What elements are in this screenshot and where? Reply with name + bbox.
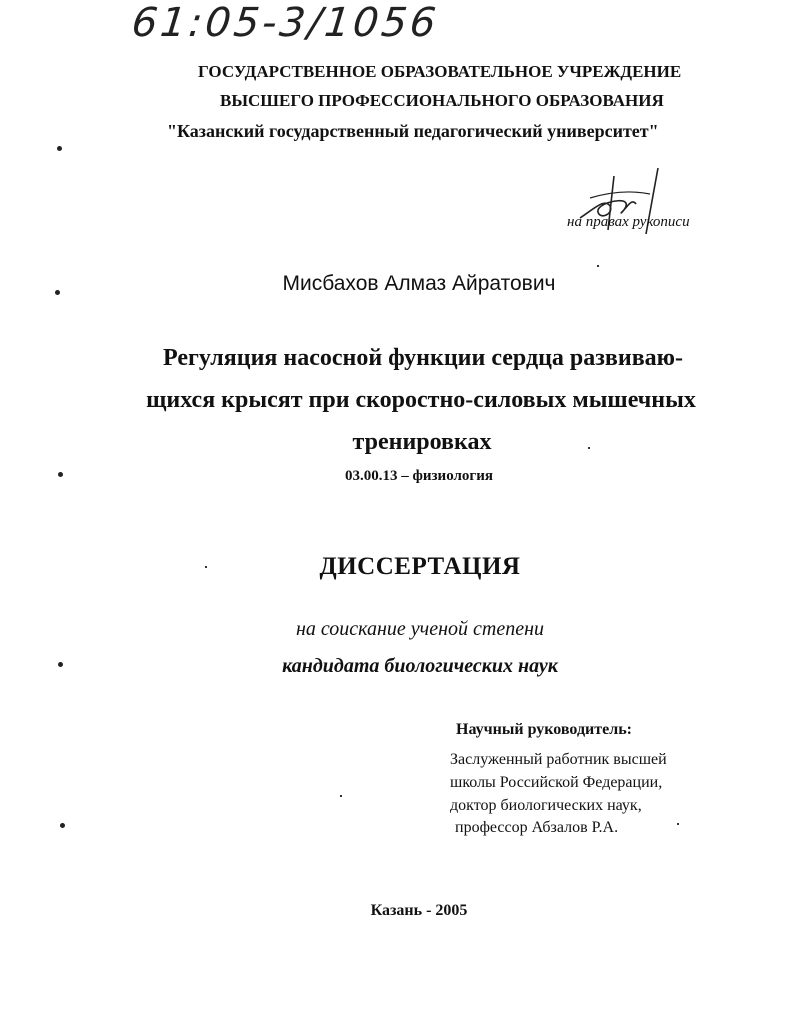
author-name: Мисбахов Алмаз Айратович [282,272,556,295]
supervisor-line-2: школы Российской Федерации, [450,774,663,791]
supervisor-line-4: профессор Абзалов Р.А. [455,819,619,836]
scan-speck [597,265,599,267]
institution-line-3: "Казанский государственный педагогический университет" [167,121,659,141]
handwritten-catalog-code: 61:05-3/1056 [129,0,441,46]
title-line-1: Регуляция насосной функции сердца развиваю- [163,345,683,371]
binding-mark [58,472,63,477]
scan-speck [340,795,342,797]
city-year: Казань - 2005 [370,902,468,919]
supervisor-line-3: доктор биологических наук, [450,797,642,814]
scan-speck [588,447,590,449]
scan-speck [205,566,207,568]
binding-mark [60,823,65,828]
supervisor-line-1: Заслуженный работник высшей [450,751,667,768]
binding-mark [58,662,63,667]
document-type-heading: ДИССЕРТАЦИЯ [319,553,521,580]
title-line-2: щихся крысят при скоростно-силовых мышечных [146,387,696,413]
binding-mark [57,146,62,151]
supervisor-heading: Научный руководитель: [456,721,632,738]
institution-line-1: ГОСУДАРСТВЕННОЕ ОБРАЗОВАТЕЛЬНОЕ УЧРЕЖДЕНИЕ [198,62,682,81]
degree-line-2: кандидата биологических наук [282,655,558,677]
specialty-code: 03.00.13 – физиология [345,468,493,484]
title-line-3: тренировках [352,429,492,455]
degree-line-1: на соискание ученой степени [295,618,545,640]
binding-mark [55,290,60,295]
institution-line-2: ВЫСШЕГО ПРОФЕССИОНАЛЬНОГО ОБРАЗОВАНИЯ [220,91,664,110]
manuscript-rights-note: на правах рукописи [567,214,690,230]
scan-speck [677,823,679,825]
